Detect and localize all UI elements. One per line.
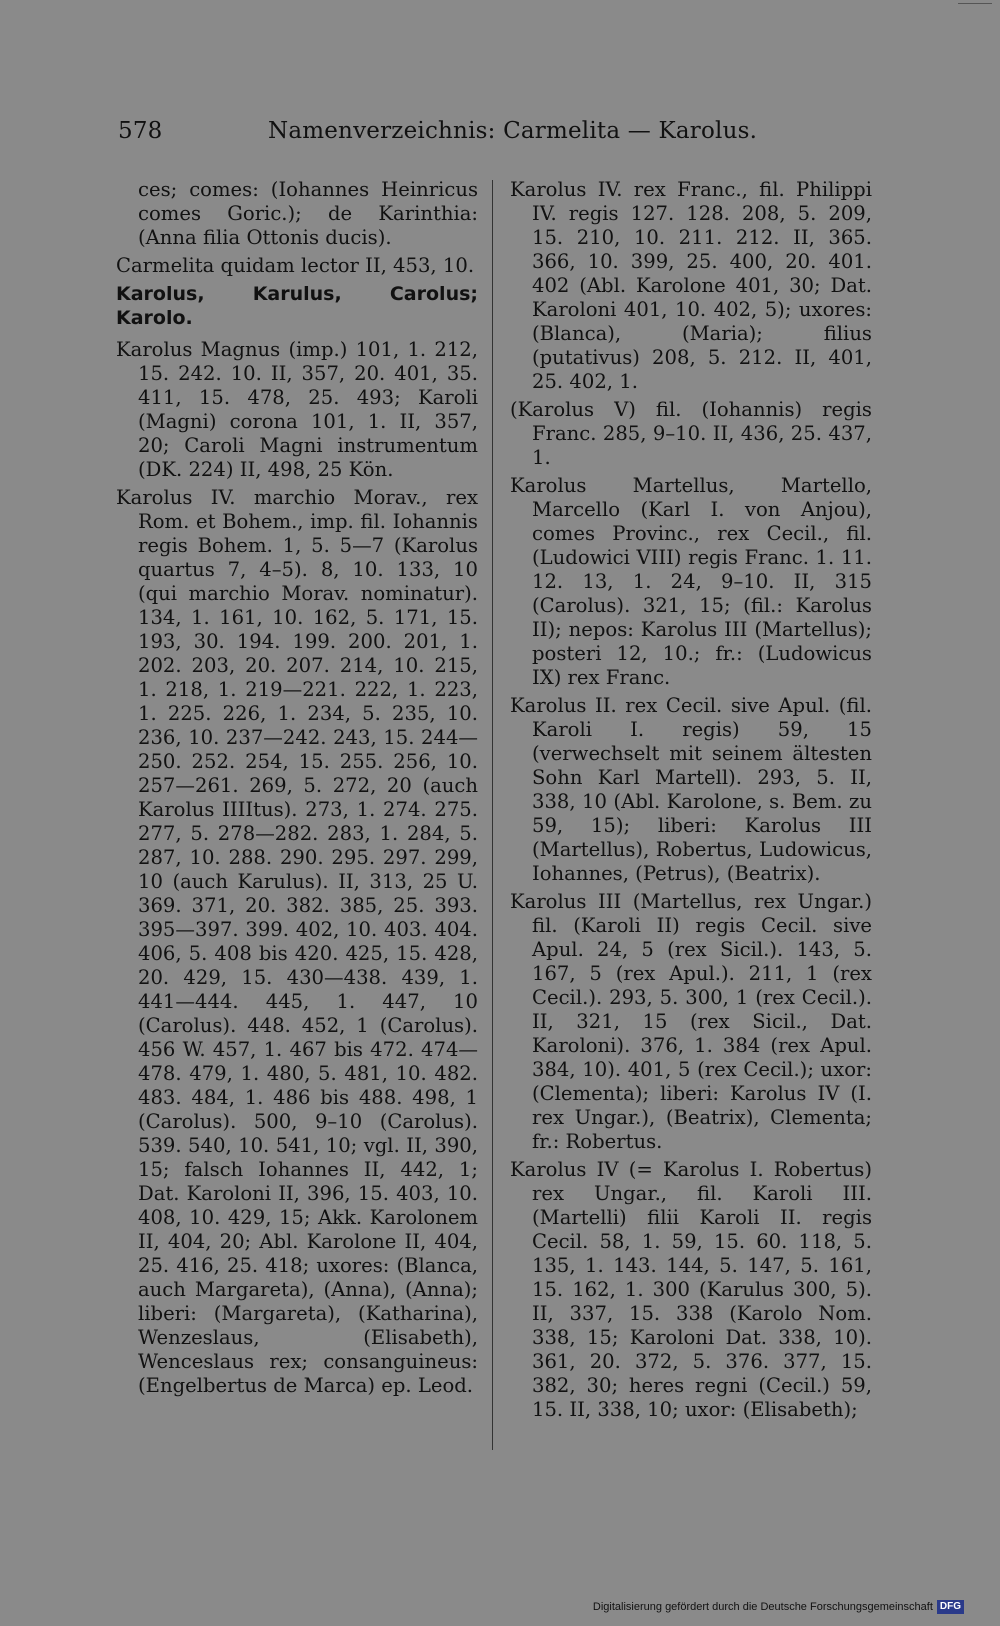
footer-credit: [593, 1600, 964, 1614]
index-entry: Karolus II. rex Cecil. sive Apul. (fil. Karoli I. regis) 59, 15 (verwechselt mit seinem ältesten Sohn Karl Martell). 293, 5. II, 338, 10 (Abl. Karolone, s. Bem. zu 59, 15); liberi: Karolus III (Martellus), Robertus, Ludowicus, Iohannes, (Petrus), (Beatrix).: [510, 694, 872, 885]
scan-corner-mark: [958, 0, 992, 4]
index-entry: Karolus Magnus (imp.) 101, 1. 212, 15. 242. 10. II, 357, 20. 401, 35. 411, 15. 478, 25. 493; Karoli (Magni) corona 101, 1. II, 357, 20; Caroli Magni instrumentum (DK. 224) II, 498, 25 Kön.: [116, 338, 478, 481]
right-column: [510, 178, 872, 1426]
index-entry: Karolus Martellus, Martello, Marcello (Karl I. von Anjou), comes Provinc., rex Cecil., fil. (Ludowici VIII) regis Franc. 1. 11. 12. 13, 1. 24, 9–10. II, 315 (Carolus). 321, 15; (fil.: Karolus II); nepos: Karolus III (Martellus); posteri 12, 10.; fr.: (Ludowicus IX) rex Franc.: [510, 474, 872, 689]
dfg-logo: DFG: [937, 1600, 964, 1614]
page-number: 578: [118, 118, 163, 144]
index-entry: Karolus IV. rex Franc., fil. Philippi IV. regis 127. 128. 208, 5. 209, 15. 210, 10. 211. 212. II, 365. 366, 10. 399, 25. 400, 20. 401. 402 (Abl. Karolone 401, 30; Dat. Karoloni 401, 10. 402, 5); uxores: (Blanca), (Maria); filius (putativus) 208, 5. 212. II, 401, 25. 402, 1.: [510, 178, 872, 393]
column-divider: [492, 180, 493, 1450]
running-title: Namenverzeichnis: Carmelita — Karolus.: [268, 118, 758, 144]
index-entry-continuation: ces; comes: (Iohannes Heinricus comes Goric.); de Karinthia: (Anna filia Ottonis ducis).: [138, 178, 478, 249]
index-entry: Karolus IV (= Karolus I. Robertus) rex Ungar., fil. Karoli III. (Martelli) filii Karoli II. regis Cecil. 58, 1. 59, 15. 60. 118, 5. 135, 1. 143. 144, 5. 147, 5. 161, 15. 162, 1. 300 (Karulus 300, 5). II, 337, 15. 338 (Karolo Nom. 338, 15; Karoloni Dat. 338, 10). 361, 20. 372, 5. 376. 377, 15. 382, 30; heres regni (Cecil.) 59, 15. II, 338, 10; uxor: (Elisabeth);: [510, 1158, 872, 1421]
left-column: [116, 178, 478, 1402]
index-entry: Karolus III (Martellus, rex Ungar.) fil. (Karoli II) regis Cecil. sive Apul. 24, 5 (rex Sicil.). 143, 5. 167, 5 (rex Apul.). 211, 1 (rex Cecil.). 293, 5. 300, 1 (rex Cecil.). II, 321, 15 (rex Sicil., Dat. Karoloni). 376, 1. 384 (rex Apul. 384, 10). 401, 5 (rex Cecil.); uxor: (Clementa); liberi: Karolus IV (I. rex Ungar.), (Beatrix), Clementa; fr.: Robertus.: [510, 890, 872, 1153]
footer-credit-text: Digitalisierung gefördert durch die Deutsche Forschungsgemeinschaft: [592, 1601, 933, 1613]
index-heading: Karolus, Karulus, Carolus; Karolo.: [116, 283, 478, 329]
index-entry: Karolus IV. marchio Morav., rex Rom. et Bohem., imp. fil. Iohannis regis Bohem. 1, 5. 5—7 (Karolus quartus 7, 4–5). 8, 10. 133, 10 (qui marchio Morav. nominatur). 134, 1. 161, 10. 162, 5. 171, 15. 193, 30. 194. 199. 200. 201, 1. 202. 203, 20. 207. 214, 10. 215, 1. 218, 1. 219—221. 222, 1. 223, 1. 225. 226, 1. 234, 5. 235, 10. 236, 10. 237—242. 243, 15. 244—250. 252. 254, 15. 255. 256, 10. 257—261. 269, 5. 272, 20 (auch Karolus IIIItus). 273, 1. 274. 275. 277, 5. 278—282. 283, 1. 284, 5. 287, 10. 288. 290. 295. 297. 299, 10 (auch Karulus). II, 313, 25 U. 369. 371, 20. 382. 385, 25. 393. 395—397. 399. 402, 10. 403. 404. 406, 5. 408 bis 420. 425, 15. 428, 20. 429, 15. 430—438. 439, 1. 441—444. 445, 1. 447, 10 (Carolus). 448. 452, 1 (Carolus). 456 W. 457, 1. 467 bis 472. 474—478. 479, 1. 480, 5. 481, 10. 482. 483. 484, 1. 486 bis 488. 498, 1 (Carolus). 500, 9–10 (Carolus). 539. 540, 10. 541, 10; vgl. II, 390, 15; falsch Iohannes II, 442, 1; Dat. Karoloni II, 396, 15. 403, 10. 408, 10. 429, 15; Akk. Karolonem II, 404, 20; Abl. Karolone II, 404, 25. 416, 25. 418; uxores: (Blanca, auch Margareta), (Anna), (Anna); liberi: (Margareta), (Katharina), Wenzeslaus, (Elisabeth), Wenceslaus rex; consanguineus: (Engelbertus de Marca) ep. Leod.: [116, 486, 478, 1397]
index-entry: (Karolus V) fil. (Iohannis) regis Franc. 285, 9–10. II, 436, 25. 437, 1.: [510, 398, 872, 469]
index-entry: Carmelita quidam lector II, 453, 10.: [116, 254, 475, 277]
